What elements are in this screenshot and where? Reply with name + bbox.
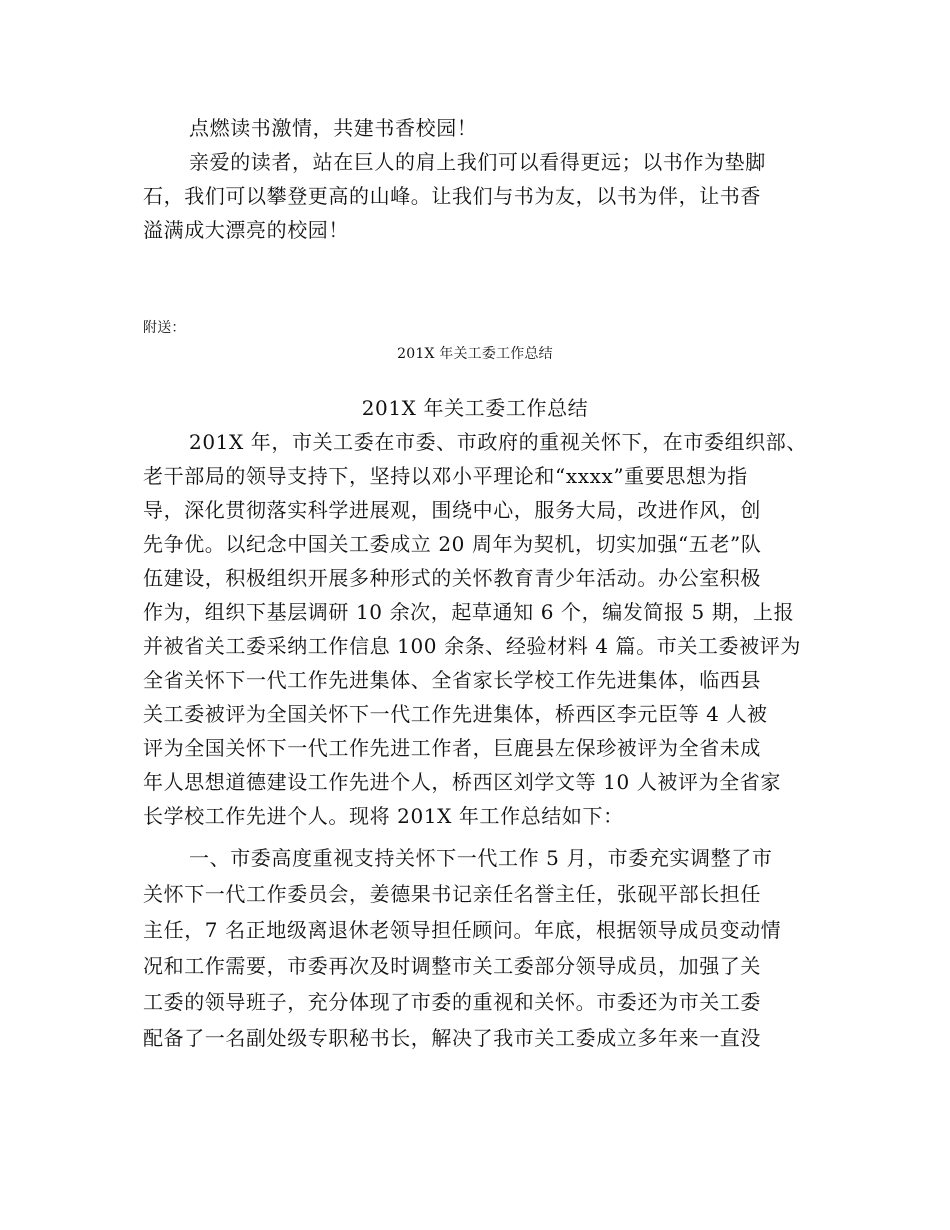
report-line: 评为全国关怀下一代工作先进工作者，巨鹿县左保珍被评为全省未成 — [143, 736, 761, 760]
report-line: 伍建设，积极组织开展多种形式的关怀教育青少年活动。办公室积极 — [143, 566, 761, 590]
report-line: 配备了一名副处级专职秘书长，解决了我市关工委成立多年来一直没 — [143, 1026, 761, 1050]
report-line: 作为，组织下基层调研 10 余次，起草通知 6 个，编发简报 5 期，上报 — [143, 600, 795, 624]
appendix-label: 附送： — [143, 320, 186, 336]
intro-line: 石，我们可以攀登更高的山峰。让我们与书为友，以书为伴，让书香 — [143, 184, 761, 208]
report-line: 关怀下一代工作委员会，姜德果书记亲任名誉主任，张砚平部长担任 — [143, 882, 761, 906]
report-line: 201X 年，市关工委在市委、市政府的重视关怀下，在市委组织部、 — [189, 430, 807, 454]
intro-line: 溢满成大漂亮的校园！ — [143, 218, 349, 242]
report-line: 先争优。以纪念中国关工委成立 20 周年为契机，切实加强“五老”队 — [143, 532, 762, 556]
intro-heading: 点燃读书激情，共建书香校园！ — [189, 116, 478, 140]
appendix-title: 201X 年关工委工作总结 — [397, 346, 553, 362]
report-line: 年人思想道德建设工作先进个人，桥西区刘学文等 10 人被评为全省家 — [143, 770, 781, 794]
report-line: 长学校工作先进个人。现将 201X 年工作总结如下： — [143, 804, 624, 828]
report-line: 老干部局的领导支持下，坚持以邓小平理论和“xxxx”重要思想为指 — [143, 464, 748, 488]
intro-line: 亲爱的读者，站在巨人的肩上我们可以看得更远；以书作为垫脚 — [189, 150, 766, 174]
report-line: 主任，7 名正地级离退休老领导担任顾问。年底，根据领导成员变动情 — [143, 918, 782, 942]
report-line: 工委的领导班子，充分体现了市委的重视和关怀。市委还为市关工委 — [143, 990, 761, 1014]
report-line: 关工委被评为全国关怀下一代工作先进集体，桥西区李元臣等 4 人被 — [143, 702, 768, 726]
report-line: 一、市委高度重视支持关怀下一代工作 5 月，市委充实调整了市 — [189, 846, 773, 870]
report-line: 全省关怀下一代工作先进集体、全省家长学校工作先进集体，临西县 — [143, 668, 761, 692]
report-line: 导，深化贯彻落实科学进展观，围绕中心，服务大局，改进作风，创 — [143, 498, 761, 522]
report-line: 况和工作需要，市委再次及时调整市关工委部分领导成员，加强了关 — [143, 954, 761, 978]
report-title: 201X 年关工委工作总结 — [361, 396, 589, 420]
report-line: 并被省关工委采纳工作信息 100 余条、经验材料 4 篇。市关工委被评为 — [143, 634, 801, 658]
